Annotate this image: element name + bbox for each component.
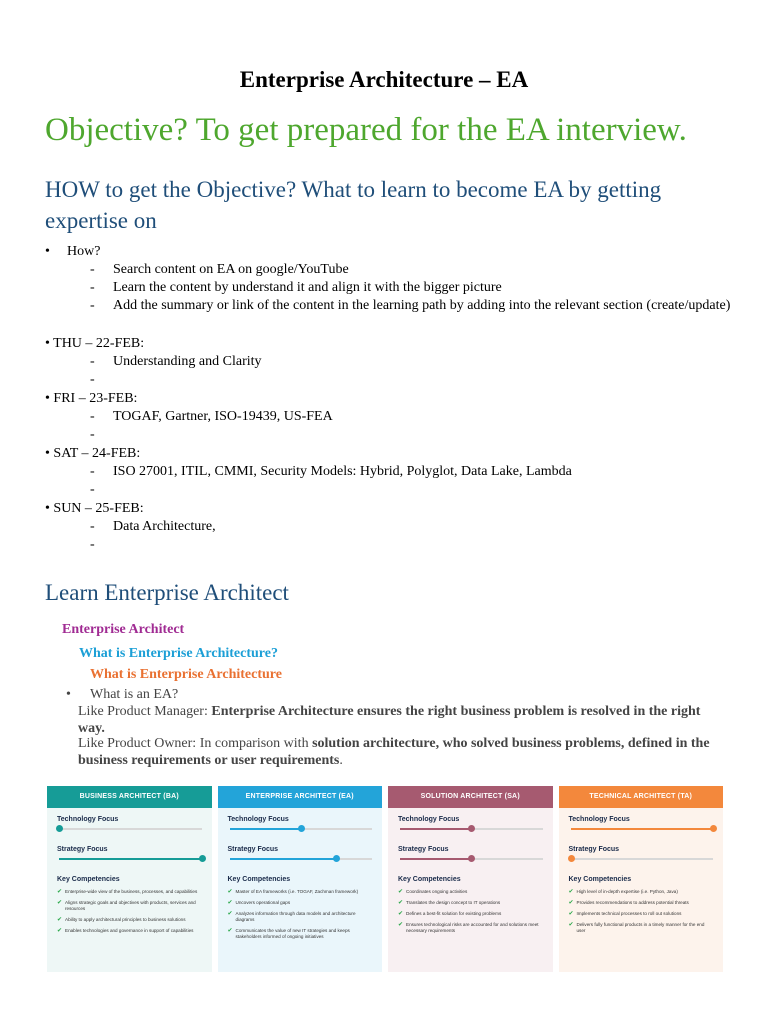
strategy-focus-fill: [400, 858, 471, 860]
check-icon: ✔: [57, 889, 63, 895]
strategy-focus-label: Strategy Focus: [227, 846, 279, 853]
strategy-focus-label: Strategy Focus: [57, 846, 108, 853]
competency-item: [569, 889, 714, 895]
list-item-text: TOGAF, Gartner, ISO-19439, US-FEA: [113, 409, 333, 424]
strategy-focus-slider: [571, 858, 714, 860]
competency-text: Provides recommendations to address potential threats: [576, 900, 689, 905]
list-item-text: Add the summary or link of the content in the learning path by adding into the relevant section (create/update): [113, 298, 731, 313]
architect-card: [559, 786, 724, 972]
competency-item: [398, 889, 543, 895]
card-body: [388, 808, 553, 934]
ea-bullet: [66, 686, 178, 704]
check-icon: ✔: [227, 889, 233, 895]
competency-text: Enables technologies and governance in support of capabilities: [65, 928, 194, 933]
technology-focus-label: Technology Focus: [568, 816, 630, 823]
strategy-focus-fill: [59, 858, 202, 860]
check-icon: ✔: [57, 900, 63, 906]
competency-text: Uncovers operational gaps: [235, 900, 291, 905]
technology-focus-label: Technology Focus: [398, 816, 460, 823]
technology-focus-slider: [230, 828, 373, 830]
key-competencies-label: Key Competencies: [57, 876, 120, 883]
check-icon: ✔: [57, 928, 63, 934]
check-icon: ✔: [398, 922, 404, 928]
competency-text: Ability to apply architectural principles to business solutions: [65, 917, 186, 922]
competency-text: Communicates the value of new IT strategies and keeps stakeholders informed of ongoing initiatives: [235, 928, 350, 939]
technology-focus-knob: [468, 825, 475, 832]
how-heading: HOW to get the Objective? What to learn to become EA by getting expertise on: [45, 177, 662, 233]
architect-card: [47, 786, 212, 972]
competency-item: [57, 928, 202, 934]
list-item-text: Understanding and Clarity: [113, 354, 262, 369]
competency-item: [398, 922, 543, 934]
competency-text: Master of EA frameworks (i.e. TOGAF, Zachman framework): [235, 889, 359, 894]
list-item: - ISO 27001, ITIL, CMMI, Security Models: Hybrid, Polyglot, Data Lake, Lambda: [90, 464, 572, 479]
card-body: [559, 808, 724, 934]
empty-list-item: -: [90, 372, 95, 387]
para2-prefix: Like Product Owner: In comparison with: [78, 736, 313, 751]
strategy-focus-knob: [199, 855, 206, 862]
para1-prefix: Like Product Manager:: [78, 704, 212, 719]
competency-item: [57, 900, 202, 912]
competency-text: Analyzes information through data models and architecture diagrams: [235, 911, 356, 922]
architect-comparison-infographic: [47, 786, 723, 972]
para2-bold: solution architecture, who solved business problems, defined in the business requirements or user requirements: [78, 736, 710, 768]
strategy-focus-fill: [230, 858, 337, 860]
check-icon: ✔: [568, 911, 574, 917]
list-item-text: ISO 27001, ITIL, CMMI, Security Models: Hybrid, Polyglot, Data Lake, Lambda: [113, 464, 572, 479]
empty-list-item: -: [90, 537, 95, 552]
competency-item: [57, 917, 202, 923]
competency-item: [569, 900, 714, 906]
card-title: ENTERPRISE ARCHITECT (EA): [218, 786, 383, 808]
key-competencies-label: Key Competencies: [227, 876, 291, 883]
check-icon: ✔: [227, 928, 233, 934]
strategy-focus-label: Strategy Focus: [568, 846, 620, 853]
list-item-text: Search content on EA on google/YouTube: [113, 262, 349, 277]
list-item: - TOGAF, Gartner, ISO-19439, US-FEA: [90, 409, 333, 424]
check-icon: ✔: [568, 889, 574, 895]
competency-text: Defines a best-fit solution for existing problems: [406, 911, 502, 916]
day-heading-sat: • SAT – 24-FEB:: [45, 446, 141, 461]
card-body: [47, 808, 212, 934]
competency-text: Implements technical processes to roll out solutions: [576, 911, 682, 916]
check-icon: ✔: [227, 911, 233, 917]
key-competencies-label: Key Competencies: [568, 876, 632, 883]
list-item: - Add the summary or link of the content in the learning path by adding into the relevant section (create/update): [90, 298, 731, 313]
competency-item: [228, 928, 373, 940]
competency-item: [569, 911, 714, 917]
competency-text: High level of in-depth expertise (i.e. Python, Java): [576, 889, 678, 894]
page-title: Enterprise Architecture – EA: [239, 67, 529, 92]
competency-text: Ensures technological risks are accounted for and solutions meet necessary requirements: [406, 922, 539, 933]
check-icon: ✔: [568, 900, 574, 906]
check-icon: ✔: [398, 889, 404, 895]
competency-item: [398, 911, 543, 917]
card-title: BUSINESS ARCHITECT (BA): [47, 786, 212, 808]
check-icon: ✔: [227, 900, 233, 906]
competency-item: [228, 889, 373, 895]
strategy-focus-knob: [468, 855, 475, 862]
strategy-focus-slider: [400, 858, 543, 860]
bullet-dot: •: [66, 687, 71, 702]
card-body: [218, 808, 383, 940]
competency-item: [228, 911, 373, 923]
technology-focus-knob: [56, 825, 63, 832]
list-item-text: Learn the content by understand it and align it with the bigger picture: [113, 280, 502, 295]
strategy-focus-knob: [333, 855, 340, 862]
technology-focus-label: Technology Focus: [227, 816, 289, 823]
empty-list-item: -: [90, 482, 95, 497]
architect-card: [388, 786, 553, 972]
what-is-ea-subheading: What is Enterprise Architecture: [90, 667, 282, 682]
check-icon: ✔: [398, 900, 404, 906]
product-manager-paragraph: [78, 703, 718, 737]
day-heading-sun: • SUN – 25-FEB:: [45, 501, 144, 516]
technology-focus-slider: [571, 828, 714, 830]
technology-focus-label: Technology Focus: [57, 816, 119, 823]
competency-item: [57, 889, 202, 895]
objective-heading: Objective? To get prepared for the EA interview.: [45, 112, 687, 148]
list-item-text: Data Architecture,: [113, 519, 216, 534]
competency-item: [398, 900, 543, 906]
technology-focus-fill: [230, 828, 301, 830]
day-heading-thu: • THU – 22-FEB:: [45, 336, 145, 351]
competency-text: Aligns strategic goals and objectives with products, services and resources: [65, 900, 196, 911]
technology-focus-knob: [298, 825, 305, 832]
para1-bold: Enterprise Architecture ensures the right business problem is resolved in the right way.: [78, 704, 701, 736]
competency-text: Coordinates ongoing activities: [406, 889, 468, 894]
technology-focus-fill: [400, 828, 471, 830]
day-heading-fri: • FRI – 23-FEB:: [45, 391, 138, 406]
list-item: - Understanding and Clarity: [90, 354, 262, 369]
list-item: - Data Architecture,: [90, 519, 216, 534]
competency-item: [569, 922, 714, 934]
what-is-ea-heading: What is Enterprise Architecture?: [79, 646, 278, 661]
check-icon: ✔: [57, 917, 63, 923]
strategy-focus-slider: [59, 858, 202, 860]
competency-text: Delivers fully functional products in a timely manner for the end user: [576, 922, 705, 933]
strategy-focus-slider: [230, 858, 373, 860]
competency-text: Enterprise-wide view of the business, processes, and capabilities: [65, 889, 198, 894]
learn-heading: Learn Enterprise Architect: [45, 580, 289, 605]
strategy-focus-label: Strategy Focus: [398, 846, 449, 853]
list-item: - Learn the content by understand it and align it with the bigger picture: [90, 280, 502, 295]
check-icon: ✔: [398, 911, 404, 917]
ea-bullet-text: What is an EA?: [90, 687, 179, 702]
technology-focus-slider: [59, 828, 202, 830]
para2-suffix: .: [339, 753, 343, 768]
architect-card: [218, 786, 383, 972]
check-icon: ✔: [568, 922, 574, 928]
competency-item: [228, 900, 373, 906]
bullet-dot: •: [45, 244, 50, 259]
enterprise-architect-heading: Enterprise Architect: [62, 622, 185, 637]
how-bullet: [45, 243, 100, 261]
technology-focus-slider: [400, 828, 543, 830]
technology-focus-knob: [710, 825, 717, 832]
card-title: SOLUTION ARCHITECT (SA): [388, 786, 553, 808]
product-owner-paragraph: [78, 735, 718, 769]
card-title: TECHNICAL ARCHITECT (TA): [559, 786, 724, 808]
competency-text: Translates the design concept to IT operations: [406, 900, 501, 905]
list-item: - Search content on EA on google/YouTube: [90, 262, 349, 277]
strategy-focus-knob: [568, 855, 575, 862]
technology-focus-fill: [571, 828, 714, 830]
empty-list-item: -: [90, 427, 95, 442]
how-bullet-label: How?: [67, 244, 101, 259]
key-competencies-label: Key Competencies: [398, 876, 461, 883]
